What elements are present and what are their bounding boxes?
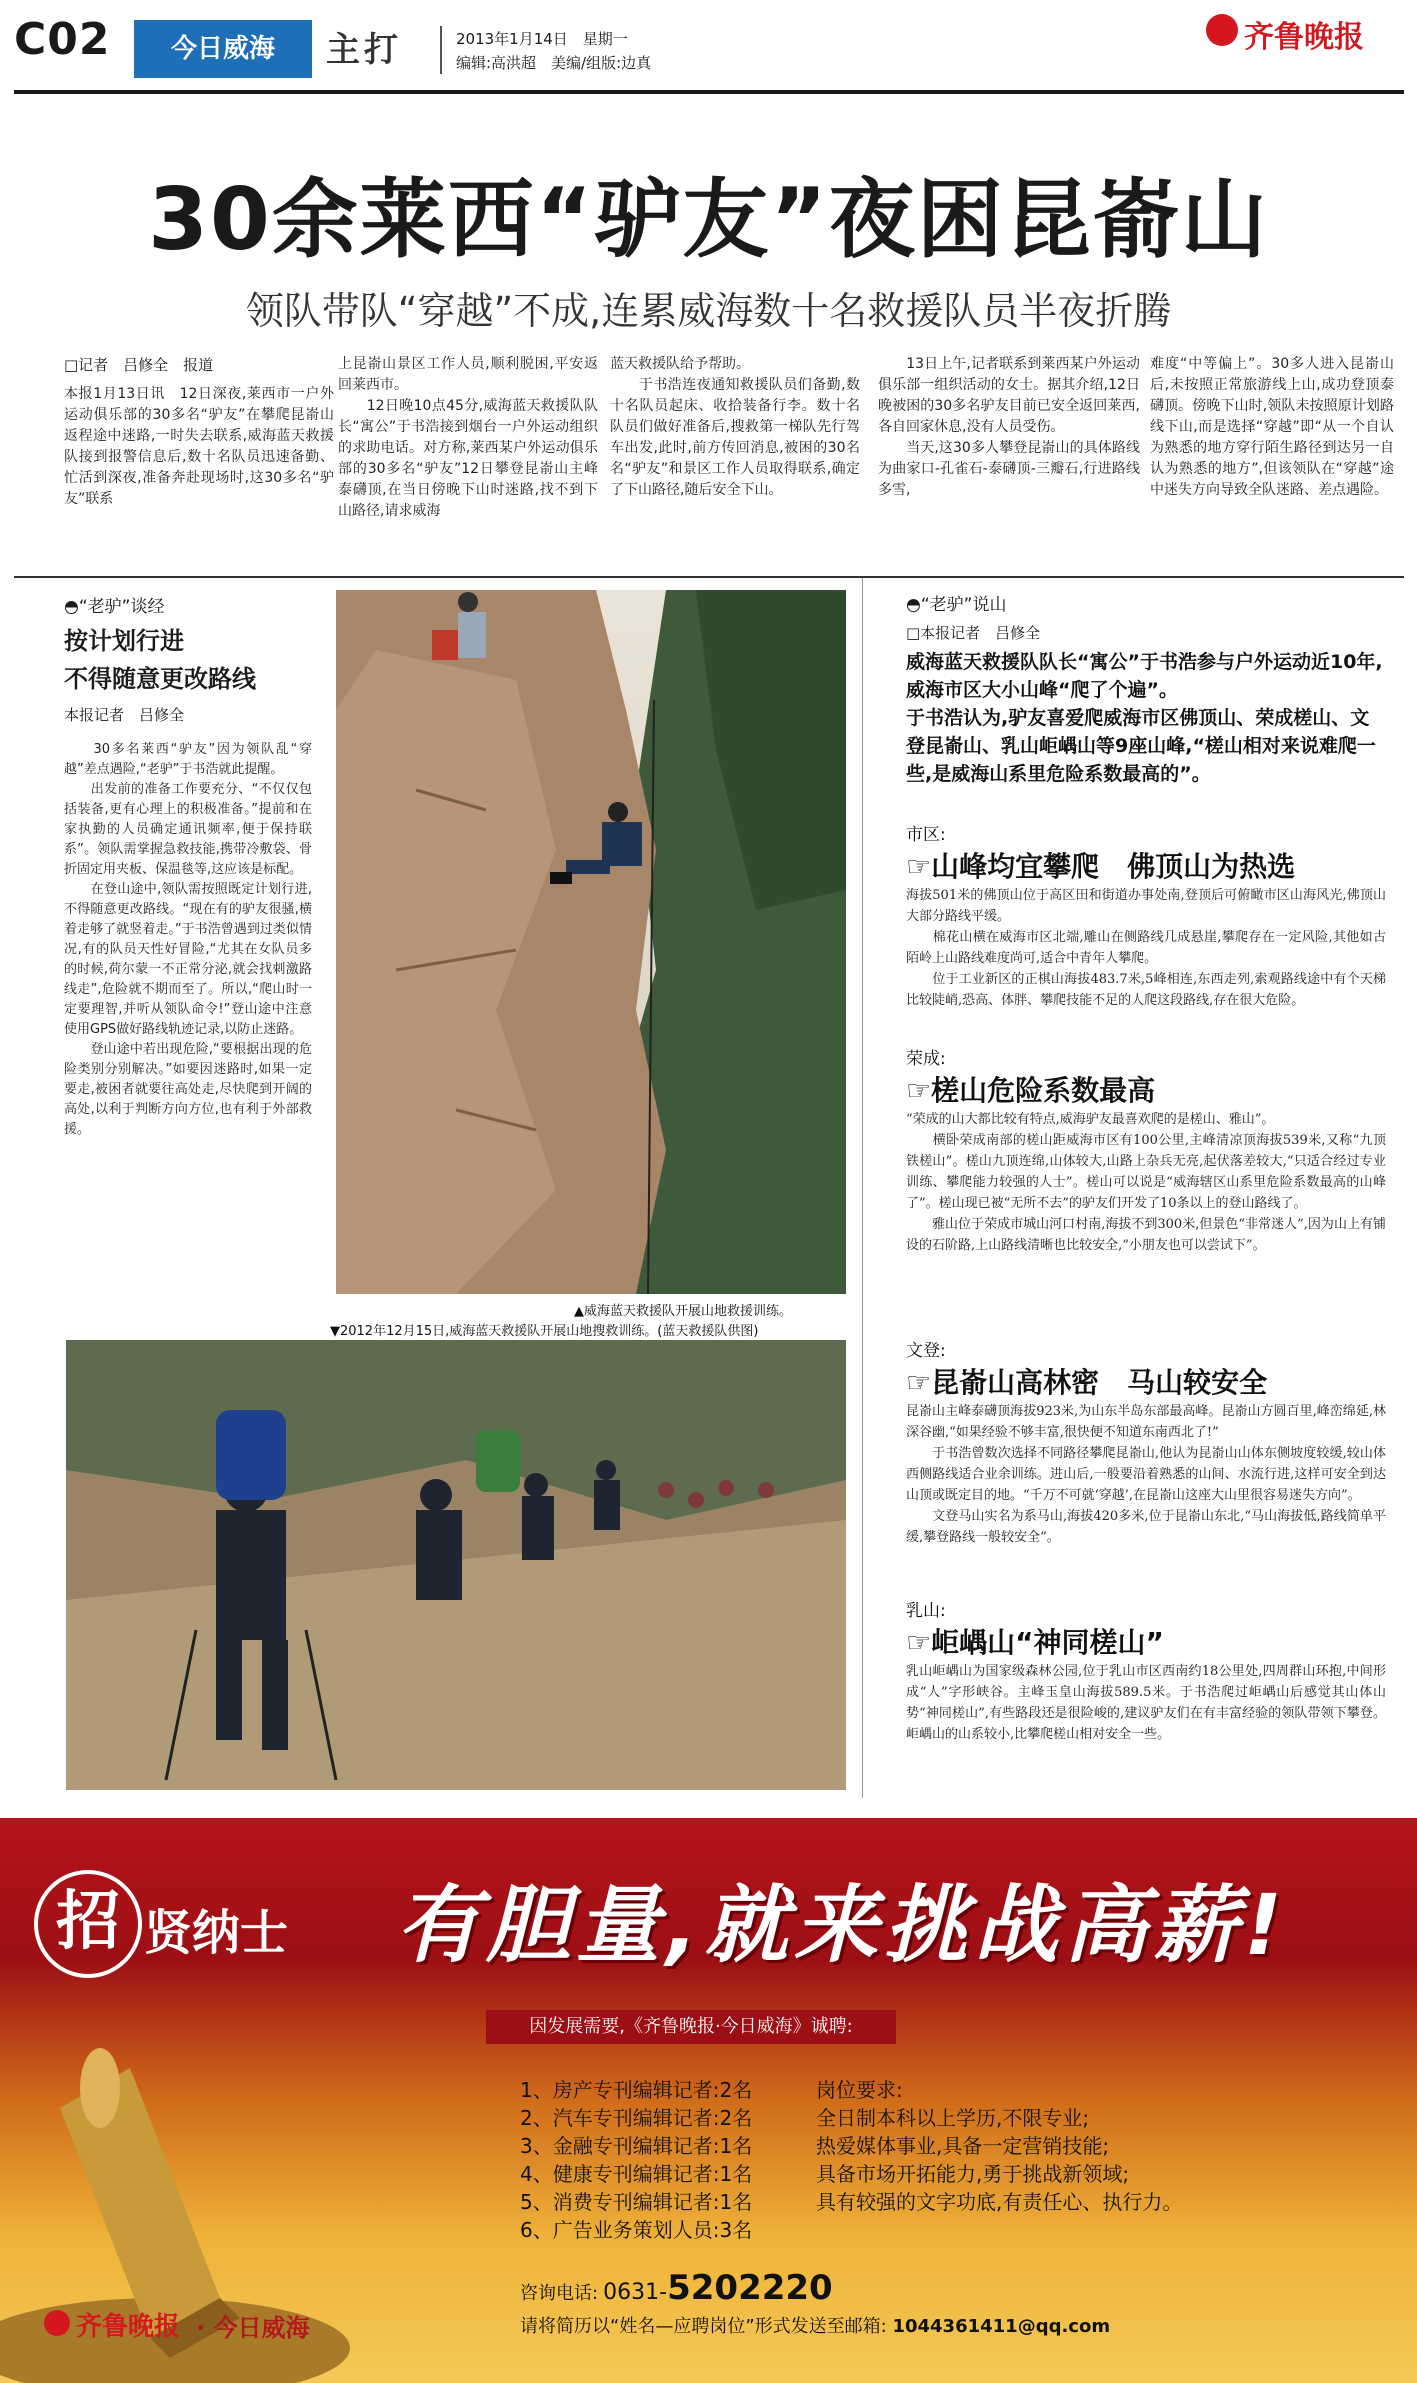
photo-caption-bottom: ▼2012年12月15日,威海蓝天救援队开展山地搜救训练。(蓝天救援队供图)	[330, 1324, 759, 1339]
photo-rock-rescue	[336, 590, 846, 1294]
ad-position: 1、房产专刊编辑记者:2名	[520, 2078, 753, 2102]
ad-position: 4、健康专刊编辑记者:1名	[520, 2162, 753, 2186]
sidebar-left-byline: 本报记者 吕修全	[64, 706, 185, 724]
ad-requirements	[816, 2076, 1182, 2216]
recruitment-ad	[0, 1818, 1417, 2383]
newspaper-logo: 齐鲁晚报	[1244, 20, 1364, 55]
newspaper-logo-icon	[1206, 14, 1238, 46]
ad-position: 2、汽车专刊编辑记者:2名	[520, 2106, 753, 2130]
header-rule	[14, 90, 1404, 94]
region-body: 昆嵛山主峰泰礴顶海拔923米,为山东半岛东部最高峰。昆嵛山方圆百里,峰峦绵延,林深谷幽,“如果经验不够丰富,很快便不知道东南西北了!” 于书浩曾数次选择不同路径攀爬昆嵛山,他认为昆嵛山山体东侧坡度较缓,较山体西侧路线适合业余训练。进山后,一般要沿着熟悉的山间、水流行进,这样可安全到达山顶或既定目的地。“千万不可就‘穿越’,在昆嵛山这座大山里很容易迷失方向”。 文登马山实名为系马山,海拔420多米,位于昆嵛山东北,“马山海拔低,路线简单平缓,攀登路线一般较安全”。	[906, 1404, 1386, 1545]
region-label: 文登:	[906, 1341, 946, 1361]
pointing-hand-icon: ☞	[906, 1626, 932, 1659]
section-divider	[14, 576, 1404, 578]
column-divider	[862, 578, 863, 1798]
ad-zhao-char: 招	[34, 1870, 142, 1978]
ad-position: 6、广告业务策划人员:3名	[520, 2218, 753, 2242]
sidebar-left-body: 30多名莱西“驴友”因为领队乱“穿越”差点遇险,“老驴”于书浩就此提醒。 出发前的准备工作要充分、“不仅仅包括装备,更有心理上的积极准备。”提前和在家执勤的人员确定通讯频率,便于保持联系”。领队需掌握急救技能,携带冷敷袋、骨折固定用夹板、保温毯等,这应该是标配。 在登山途中,领队需按照既定计划行进,不得随意更改路线。“现在有的驴友很骚,横着走够了就竖着走。”于书浩曾遇到过类似情况,有的队员天性好冒险,“尤其在女队员多的时候,荷尔蒙一不正常分泌,就会找刺激路线走”,危险就不期而至了。所以,“爬山时一定要理智,并听从领队命令!”登山途中注意使用GPS做好路线轨迹记录,以防止迷路。 登山途中若出现危险,“要根据出现的危险类别分别解决。”如要因迷路时,如果一定要走,被困者就要往高处走,尽快爬到开阔的高处,以利于判断方向方位,也有利于外部救援。	[64, 742, 312, 1137]
pointing-hand-icon: ☞	[906, 850, 932, 883]
article-column-3: 蓝天救援队给予帮助。 于书浩连夜通知救援队员们备勤,数十名队员起床、收拾装备行李。数十名队员们做好准备后,搜救第一梯队先行驾车出发,此时,前方传回消息,被困的30名名“驴友”和景区工作人员取得联系,确定了下山路径,随后安全下山。	[610, 356, 860, 498]
sidebar-left-title-1: 按计划行进	[64, 627, 184, 655]
pointing-hand-icon: ☞	[906, 1366, 932, 1399]
focus-label: 主打	[326, 30, 402, 70]
region-section-rushan	[906, 1596, 1386, 1745]
header-divider	[440, 26, 442, 74]
sidebar-right-lead: 威海蓝天救援队队长“寓公”于书浩参与户外运动近10年,威海市区大小山峰“爬了个遍”。 于书浩认为,驴友喜爱爬威海市区佛顶山、荣成槎山、文登昆嵛山、乳山岠嵎山等9座山峰,“槎山相对来说难爬一些,是威海山系里危险系数最高的”。	[906, 651, 1383, 785]
ad-footer-logo: 齐鲁晚报	[76, 2312, 181, 2342]
ad-req-title: 岗位要求:	[816, 2078, 903, 2102]
ad-position: 5、消费专刊编辑记者:1名	[520, 2190, 753, 2214]
ad-requirement: 具有较强的文字功底,有责任心、执行力。	[816, 2190, 1183, 2214]
region-title: ☞昆嵛山高林密 马山较安全	[906, 1366, 1268, 1399]
region-title: ☞槎山危险系数最高	[906, 1074, 1156, 1107]
region-section-city	[906, 820, 1386, 1011]
ad-slogan: 有胆量,就来挑战高薪!	[396, 1876, 1289, 1974]
kicker-icon: ◓	[906, 595, 921, 615]
section-label: 今日威海	[134, 20, 312, 78]
editors-credit: 编辑:高洪超 美编/组版:边真	[456, 54, 652, 72]
region-label: 荣成:	[906, 1049, 946, 1069]
ad-intro: 因发展需要,《齐鲁晚报·今日威海》诚聘:	[486, 2010, 896, 2044]
team-hiking-image	[66, 1340, 846, 1790]
region-label: 乳山:	[906, 1601, 946, 1621]
region-section-rongcheng	[906, 1044, 1386, 1256]
photo-team-hiking	[66, 1340, 846, 1790]
region-title: ☞岠嵎山“神同槎山”	[906, 1626, 1164, 1659]
pointing-hand-icon: ☞	[906, 1074, 932, 1107]
ad-phone: 咨询电话: 0631-5202220	[520, 2268, 833, 2308]
photo-caption-top: ▲威海蓝天救援队开展山地救援训练。	[574, 1304, 792, 1319]
region-body: “荣成的山大都比较有特点,威海驴友最喜欢爬的是槎山、雅山”。 横卧荣成南部的槎山距威海市区有100公里,主峰清凉顶海拔539米,又称“九顶铁槎山”。槎山九顶连绵,山体较大,山路上杂兵无亮,起伏落差较大,“只适合经过专业训练、攀爬能力较强的人士”。槎山可以说是“威海辖区山系里危险系数最高的山峰了”。槎山现已被“无所不去”的驴友们开发了10条以上的登山路线了。 雅山位于荣成市城山河口村南,海拔不到300米,但景色“非常迷人”,因为山上有铺设的石阶路,上山路线清晰也比较安全,“小朋友也可以尝试下”。	[906, 1112, 1386, 1253]
ad-positions-list	[520, 2076, 752, 2244]
region-body: 海拔501米的佛顶山位于高区田和街道办事处南,登顶后可俯瞰市区山海风光,佛顶山大部分路线平缓。 棉花山横在威海市区北端,雕山在侧路线几成悬崖,攀爬存在一定风险,其他如古陌岭上山路线难度尚可,适合中青年人攀爬。 位于工业新区的正棋山海拔483.7米,5峰相连,东西走列,索观路线途中有个天梯比较陡峭,恐高、体胖、攀爬技能不足的人爬这段路线,存在很大危险。	[906, 888, 1386, 1008]
region-label: 市区:	[906, 825, 946, 845]
issue-date: 2013年1月14日 星期一	[456, 30, 628, 48]
ad-footer-section: · 今日威海	[196, 2314, 310, 2342]
rock-rescue-image	[336, 590, 846, 1294]
ad-email-line: 请将简历以“姓名—应聘岗位”形式发送至邮箱: 1044361411@qq.com	[520, 2316, 1111, 2337]
footer-logo-icon	[44, 2310, 70, 2336]
page-number: C02	[14, 14, 111, 65]
ad-requirement: 具备市场开拓能力,勇于挑战新领域;	[816, 2162, 1130, 2186]
article-column-2: 上昆嵛山景区工作人员,顺利脱困,平安返回莱西市。 12日晚10点45分,威海蓝天救援队队长“寓公”于书浩接到烟台一户外运动组织的求助电话。对方称,莱西某户外运动俱乐部的30多名“驴友”12日攀登昆嵛山主峰泰礴顶,在当日傍晚下山时迷路,找不到下山路径,请求威海	[338, 356, 598, 519]
kicker-icon: ◓	[64, 597, 79, 617]
article-subhead: 领队带队“穿越”不成,连累威海数十名救援队员半夜折腾	[245, 289, 1172, 333]
article-column-4: 13日上午,记者联系到莱西某户外运动俱乐部一组织活动的女士。据其介绍,12日晚被困的30多名驴友目前已安全返回莱西,各自回家休息,没有人员受伤。 当天,这30多人攀登昆嵛山的具体路线为曲家口-孔雀石-泰礴顶-三瓣石,行进路线多雪,	[878, 356, 1140, 498]
ad-requirement: 热爱媒体事业,具备一定营销技能;	[816, 2134, 1110, 2158]
region-body: 乳山岠嵎山为国家级森林公园,位于乳山市区西南约18公里处,四周群山环抱,中间形成“人”字形峡谷。主峰玉皇山海拔589.5米。于书浩爬过岠嵎山后感觉其山体山势“神同槎山”,有些路段还是很险峻的,建议驴友们在有丰富经验的领队带领下攀登。岠嵎山的山系较小,比攀爬槎山相对安全一些。	[906, 1664, 1386, 1742]
article-headline: 30余莱西“驴友”夜困昆嵛山	[148, 170, 1269, 270]
ad-title: 贤纳士	[144, 1905, 289, 1961]
region-section-wendeng	[906, 1336, 1386, 1548]
article-column-5: 难度“中等偏上”。30多人进入昆嵛山后,未按照正常旅游线上山,成功登顶泰礴顶。傍晚下山时,领队未按照原计划路线下山,而是选择“穿越”即“从一个自认为熟悉的地方穿行陌生路径到达另一自认为熟悉的地方”,但该领队在“穿越”途中迷失方向导致全队迷路、差点遇险。	[1150, 356, 1394, 498]
sidebar-right-kicker: ◓“老驴”说山	[906, 595, 1007, 615]
article-column-1: 本报1月13日讯 12日深夜,莱西市一户外运动俱乐部的30多名“驴友”在攀爬昆嵛山返程途中迷路,一时失去联系,威海蓝天救援队接到报警信息后,数十名队员迅速备勤、忙活到深夜,准备奔赴现场时,这30多名“驴友”联系	[64, 386, 334, 507]
ad-requirement: 全日制本科以上学历,不限专业;	[816, 2106, 1090, 2130]
sidebar-left-title-2: 不得随意更改路线	[64, 665, 256, 693]
sidebar-right-byline: □本报记者 吕修全	[906, 624, 1041, 642]
ad-position: 3、金融专刊编辑记者:1名	[520, 2134, 753, 2158]
article-byline: □记者 吕修全 报道	[64, 356, 214, 374]
sidebar-left-kicker: ◓“老驴”谈经	[64, 597, 165, 617]
region-title: ☞山峰均宜攀爬 佛顶山为热选	[906, 850, 1296, 883]
